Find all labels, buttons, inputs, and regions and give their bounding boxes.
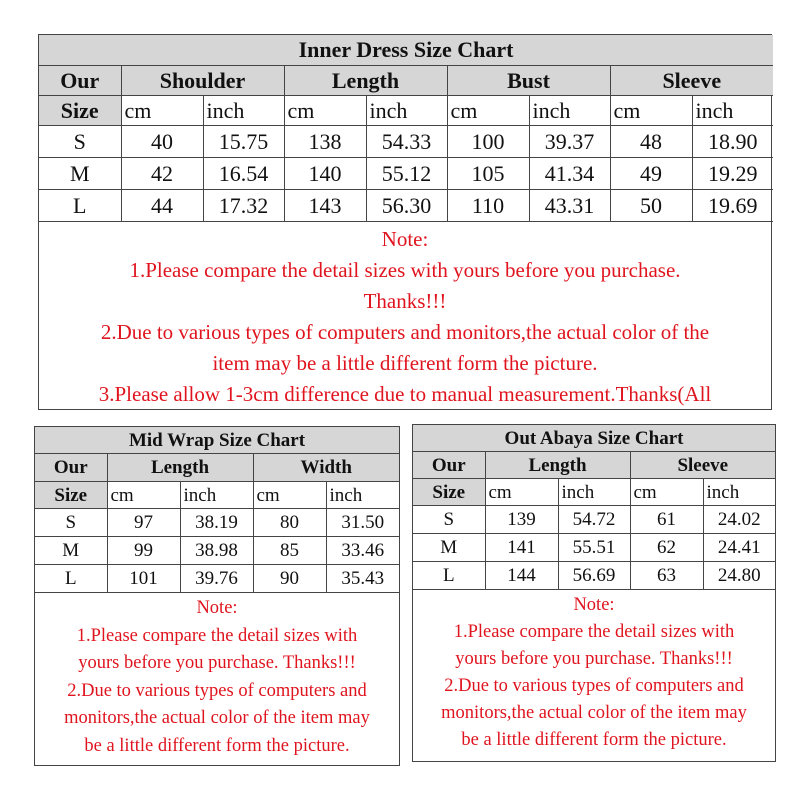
- table-row: [413, 506, 775, 534]
- out-abaya-size-chart: [412, 424, 776, 762]
- value-cell: 15.75: [203, 126, 284, 158]
- size-cell: L: [39, 190, 121, 222]
- chart-title: Inner Dress Size Chart: [39, 35, 773, 66]
- group-header-length: Length: [107, 454, 253, 482]
- size-header-top: Our: [35, 454, 107, 482]
- mid-wrap-size-chart: [34, 426, 400, 766]
- value-cell: 139: [485, 506, 558, 534]
- value-cell: 138: [284, 126, 366, 158]
- size-cell: S: [35, 509, 107, 537]
- size-cell: L: [413, 562, 485, 590]
- table-row: [35, 509, 399, 537]
- note-line: 2.Due to various types of computers and: [67, 680, 367, 701]
- value-cell: 38.19: [180, 509, 253, 537]
- unit-inch: inch: [529, 96, 610, 126]
- value-cell: 105: [447, 158, 529, 190]
- note-line: monitors,the actual color of the item may: [64, 708, 370, 728]
- value-cell: 54.33: [366, 126, 447, 158]
- table-row: [413, 534, 775, 562]
- note-heading: Note:: [381, 227, 429, 251]
- unit-inch: inch: [366, 96, 447, 126]
- unit-cm: cm: [253, 482, 326, 509]
- size-cell: L: [35, 565, 107, 593]
- out-size-table: [413, 425, 775, 590]
- value-cell: 42: [121, 158, 203, 190]
- mid-size-table: [35, 427, 399, 593]
- group-header-sleeve: Sleeve: [610, 66, 773, 96]
- value-cell: 35.43: [326, 565, 399, 593]
- value-cell: 24.80: [703, 562, 775, 590]
- notes-block: [413, 590, 775, 762]
- group-header-length: Length: [485, 452, 630, 479]
- unit-inch: inch: [692, 96, 773, 126]
- unit-cm: cm: [284, 96, 366, 126]
- value-cell: 41.34: [529, 158, 610, 190]
- note-line: 1.Please compare the detail sizes with: [453, 622, 735, 642]
- note-line: yours before you purchase. Thanks!!!: [78, 653, 356, 673]
- size-cell: M: [413, 534, 485, 562]
- note-line: 2.Due to various types of computers and monitors,the actual color of the: [100, 320, 710, 344]
- value-cell: 39.37: [529, 126, 610, 158]
- table-row: [39, 126, 773, 158]
- table-row: [39, 190, 773, 222]
- size-header-top: Our: [39, 66, 121, 96]
- value-cell: 19.29: [692, 158, 773, 190]
- value-cell: 56.69: [558, 562, 630, 590]
- size-header-bottom: Size: [35, 482, 107, 509]
- value-cell: 18.90: [692, 126, 773, 158]
- note-line: Thanks!!!: [363, 289, 447, 313]
- value-cell: 110: [447, 190, 529, 222]
- value-cell: 24.41: [703, 534, 775, 562]
- value-cell: 50: [610, 190, 692, 222]
- unit-inch: inch: [558, 479, 630, 506]
- value-cell: 19.69: [692, 190, 773, 222]
- note-line: 3.Please allow 1-3cm difference due to manual measurement.Thanks(All: [98, 382, 712, 406]
- value-cell: 39.76: [180, 565, 253, 593]
- value-cell: 56.30: [366, 190, 447, 222]
- group-header-sleeve: Sleeve: [630, 452, 775, 479]
- chart-title: Mid Wrap Size Chart: [35, 427, 399, 454]
- value-cell: 33.46: [326, 537, 399, 565]
- group-header-length: Length: [284, 66, 447, 96]
- unit-inch: inch: [326, 482, 399, 509]
- value-cell: 55.12: [366, 158, 447, 190]
- note-heading: Note:: [573, 595, 615, 615]
- value-cell: 17.32: [203, 190, 284, 222]
- note-line: 2.Due to various types of computers and: [444, 676, 744, 696]
- value-cell: 55.51: [558, 534, 630, 562]
- value-cell: 140: [284, 158, 366, 190]
- size-header-bottom: Size: [39, 96, 121, 126]
- group-header-shoulder: Shoulder: [121, 66, 284, 96]
- value-cell: 40: [121, 126, 203, 158]
- size-header-bottom: Size: [413, 479, 485, 506]
- value-cell: 62: [630, 534, 703, 562]
- value-cell: 31.50: [326, 509, 399, 537]
- size-cell: M: [39, 158, 121, 190]
- value-cell: 144: [485, 562, 558, 590]
- table-row: [39, 158, 773, 190]
- value-cell: 85: [253, 537, 326, 565]
- value-cell: 141: [485, 534, 558, 562]
- unit-inch: inch: [180, 482, 253, 509]
- note-line: item may be a little different form the picture.: [212, 351, 598, 375]
- value-cell: 44: [121, 190, 203, 222]
- note-line: be a little different form the picture.: [461, 730, 727, 750]
- unit-cm: cm: [630, 479, 703, 506]
- table-row: [413, 562, 775, 590]
- note-line: 1.Please compare the detail sizes with yours before you purchase.: [129, 258, 681, 282]
- inner-size-table: [39, 35, 773, 222]
- note-line: monitors,the actual color of the item may: [441, 703, 747, 723]
- value-cell: 99: [107, 537, 180, 565]
- size-header-top: Our: [413, 452, 485, 479]
- value-cell: 100: [447, 126, 529, 158]
- value-cell: 61: [630, 506, 703, 534]
- unit-cm: cm: [107, 482, 180, 509]
- value-cell: 49: [610, 158, 692, 190]
- inner-dress-size-chart: [38, 34, 772, 410]
- value-cell: 80: [253, 509, 326, 537]
- value-cell: 63: [630, 562, 703, 590]
- table-row: [35, 565, 399, 593]
- value-cell: 97: [107, 509, 180, 537]
- value-cell: 16.54: [203, 158, 284, 190]
- unit-inch: inch: [203, 96, 284, 126]
- unit-cm: cm: [610, 96, 692, 126]
- table-row: [35, 537, 399, 565]
- group-header-width: Width: [253, 454, 399, 482]
- unit-cm: cm: [447, 96, 529, 126]
- value-cell: 38.98: [180, 537, 253, 565]
- unit-cm: cm: [485, 479, 558, 506]
- unit-inch: inch: [703, 479, 775, 506]
- note-line: be a little different form the picture.: [84, 735, 350, 756]
- value-cell: 43.31: [529, 190, 610, 222]
- size-cell: S: [413, 506, 485, 534]
- value-cell: 101: [107, 565, 180, 593]
- value-cell: 24.02: [703, 506, 775, 534]
- value-cell: 48: [610, 126, 692, 158]
- value-cell: 54.72: [558, 506, 630, 534]
- value-cell: 143: [284, 190, 366, 222]
- group-header-bust: Bust: [447, 66, 610, 96]
- notes-block: [35, 593, 399, 765]
- note-line: 1.Please compare the detail sizes with: [76, 625, 358, 646]
- size-cell: M: [35, 537, 107, 565]
- chart-title: Out Abaya Size Chart: [413, 425, 775, 452]
- note-heading: Note:: [196, 598, 238, 618]
- size-cell: S: [39, 126, 121, 158]
- note-line: yours before you purchase. Thanks!!!: [455, 649, 733, 669]
- value-cell: 90: [253, 565, 326, 593]
- unit-cm: cm: [121, 96, 203, 126]
- notes-block: [39, 222, 771, 406]
